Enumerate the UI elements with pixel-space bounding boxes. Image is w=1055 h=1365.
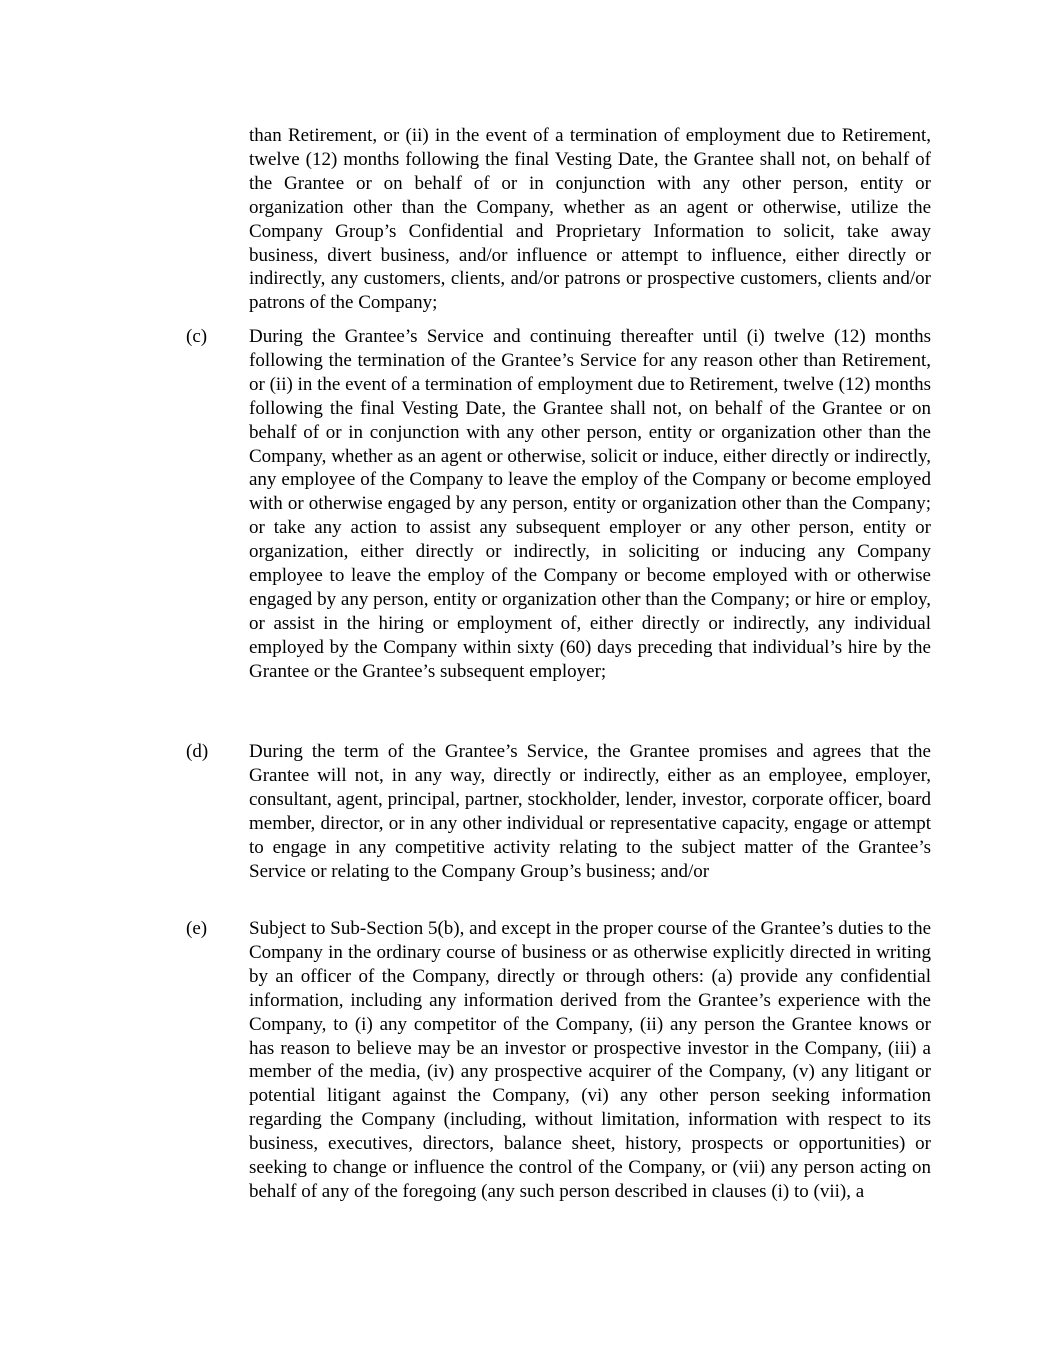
clause-text-d: During the term of the Grantee’s Service, the Grantee promises and agrees that the Grantee will not, in any way, directly or indirectly, either as an employee, employer, consultant, agent, principal, partner, stockholder, lender, investor, corporate officer, board member, director, or in any other individual or representative capacity, engage or attempt to engage in any competitive activity relating to the subject matter of the Grantee’s Service or relating to the Company Group’s business; and/or bbox=[249, 741, 931, 882]
clause-label-e: (e) bbox=[186, 918, 208, 939]
clause-text-e: Subject to Sub-Section 5(b), and except in the proper course of the Grantee’s duties to the Company in the ordinary course of business or as otherwise explicitly directed in writing by an officer of the Company, directly or through others: (a) provide any confidential information, including any information derived from the Grantee’s experience with the Company, to (i) any competitor of the Company, (ii) any person the Grantee knows or has reason to believe may be an investor or prospective investor in the Company, (iii) a member of the media, (iv) any prospective acquirer of the Company, (v) any litigant or potential litigant against the Company, (vi) any other person seeking information regarding the Company (including, without limitation, information with respect to its business, executives, directors, balance sheet, history, prospects or opportunities) or seeking to change or influence the control of the Company, or (vii) any person acting on behalf of any of the foregoing (any such person described in clauses (i) to (vii), a bbox=[249, 918, 931, 1202]
clause-label-c: (c) bbox=[186, 326, 208, 347]
continuation-paragraph: than Retirement, or (ii) in the event of a termination of employment due to Retirement, twelve (12) months following the final Vesting Date, the Grantee shall not, on behalf of the Grantee or on behalf of or in conjunction with any other person, entity or organization other than the Company, whether as an agent or otherwise, utilize the Company Group’s Confidential and Proprietary Information to solicit, take away business, divert business, and/or influence or attempt to influence, either directly or indirectly, any customers, clients, and/or patrons or prospective customers, clients and/or patrons of the Company; bbox=[249, 125, 931, 314]
clause-label-d: (d) bbox=[186, 741, 209, 762]
clause-text-c: During the Grantee’s Service and continuing thereafter until (i) twelve (12) months following the termination of the Grantee’s Service for any reason other than Retirement, or (ii) in the event of a termination of employment due to Retirement, twelve (12) months following the final Vesting Date, the Grantee shall not, on behalf of the Grantee or on behalf of or in conjunction with any other person, entity or organization other than the Company, whether as an agent or otherwise, solicit or induce, either directly or indirectly, any employee of the Company to leave the employ of the Company or become employed with or otherwise engaged by any person, entity or organization other than the Company; or take any action to assist any subsequent employer or any other person, entity or organization, either directly or indirectly, in soliciting or inducing any Company employee to leave the employ of the Company or become employed with or otherwise engaged by any person, entity or organization other than the Company; or hire or employ, or assist in the hiring or employment of, either directly or indirectly, any individual employed by the Company within sixty (60) days preceding that individual’s hire by the Grantee or the Grantee’s subsequent employer; bbox=[249, 326, 931, 682]
